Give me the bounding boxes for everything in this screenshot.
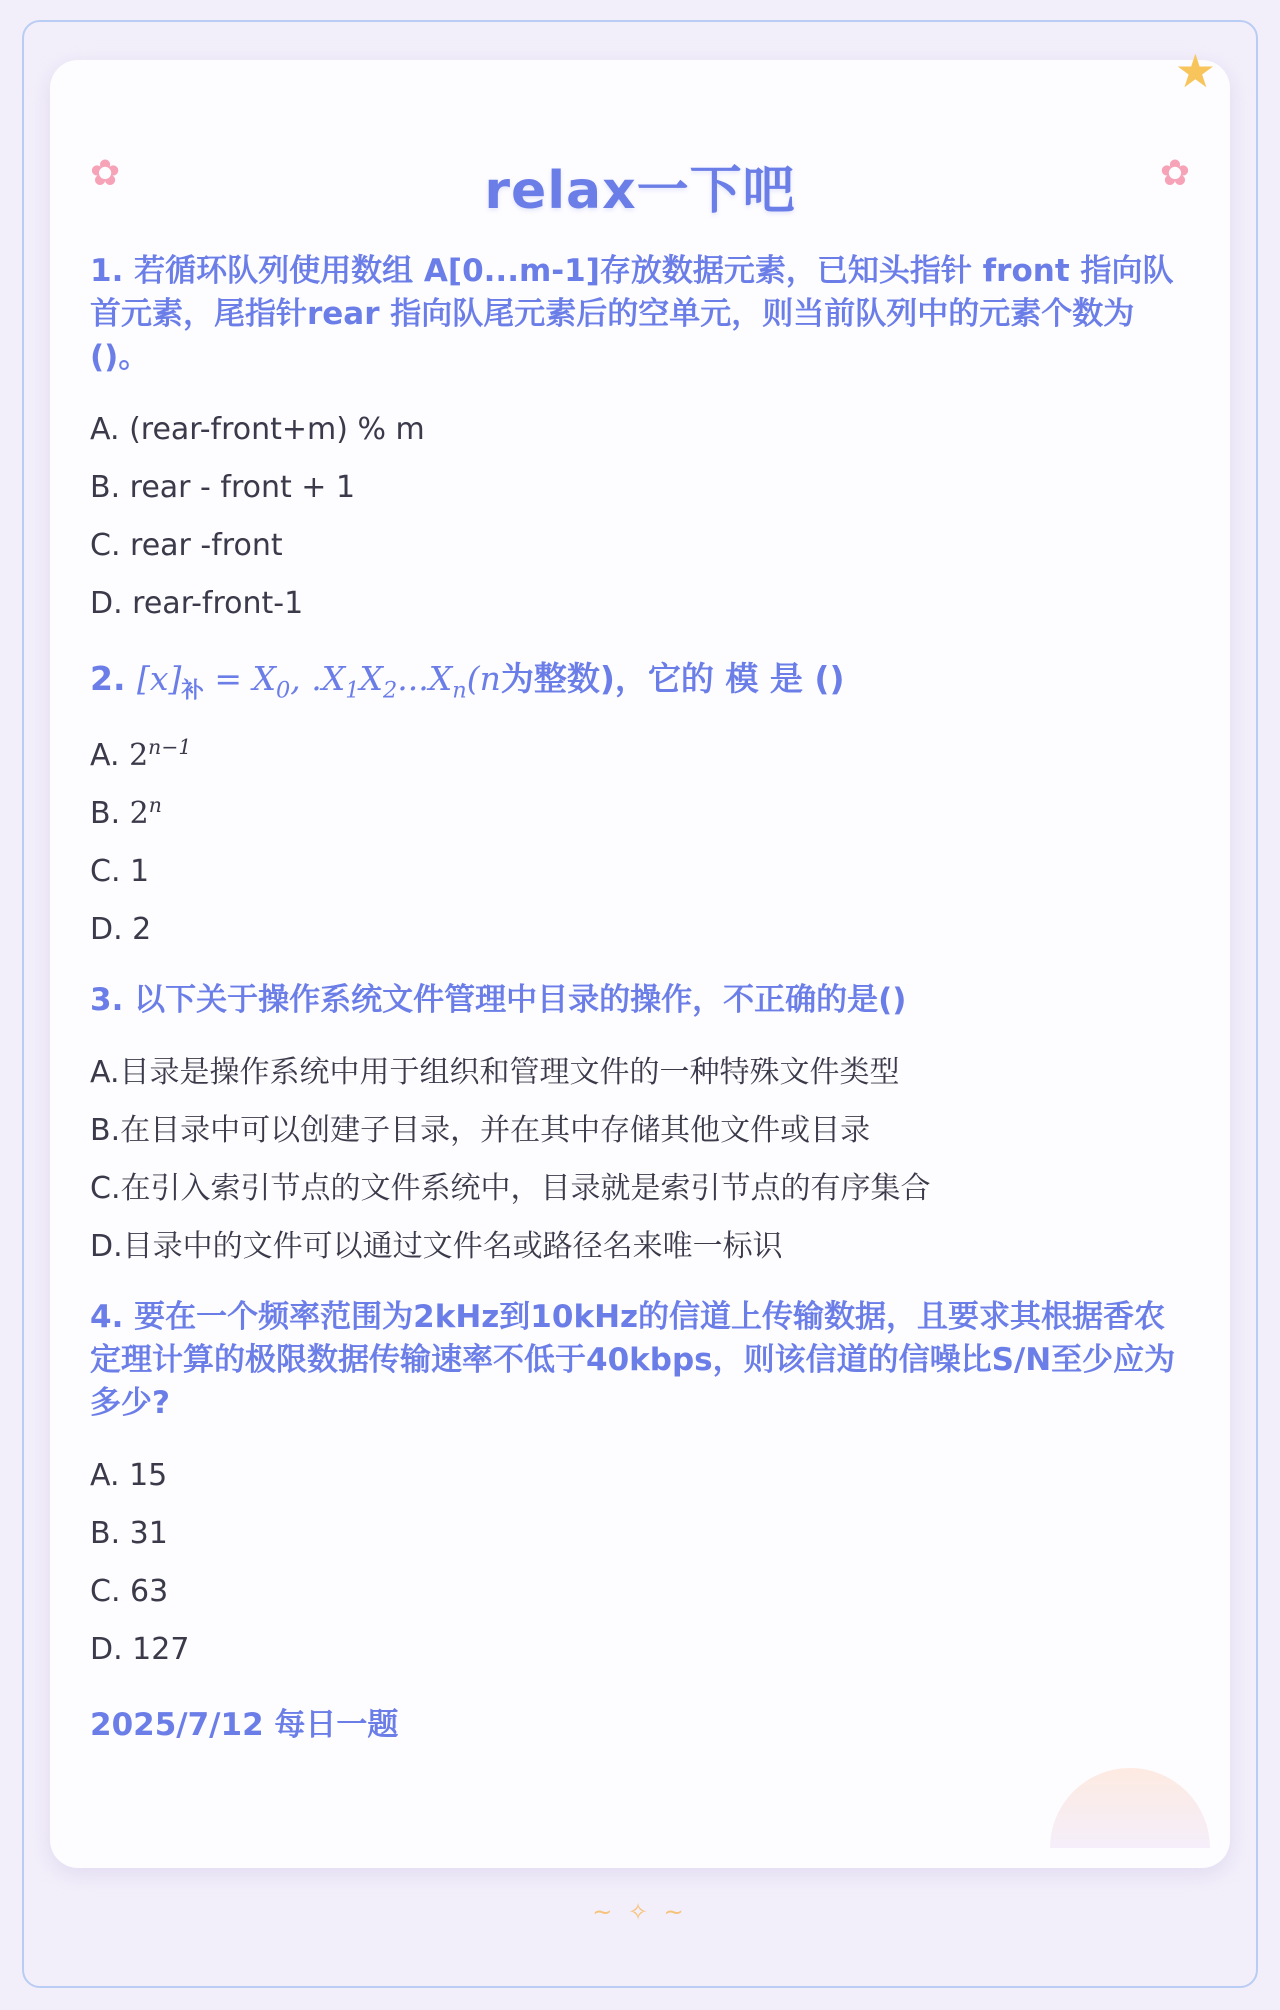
flower-icon: ✿	[1159, 153, 1190, 194]
option-b: B. rear - front + 1	[90, 470, 356, 505]
formula-sub: 2	[383, 677, 398, 704]
flower-icon: ✿	[90, 153, 121, 194]
option-a: A.目录是操作系统中用于组织和管理文件的一种特殊文件类型	[90, 1055, 900, 1090]
formula-sub: 0	[275, 677, 291, 704]
question-2-tail: )，它的 模 是 ()	[599, 659, 845, 698]
option-d: D. rear-front-1	[90, 586, 304, 621]
formula-sub: 1	[345, 677, 360, 704]
date-caption: 2025/7/12 每日一题	[90, 1707, 399, 1743]
question-2-number: 2.	[90, 659, 126, 698]
question-4-options	[90, 1447, 1190, 1679]
formula-part: (n	[466, 659, 501, 698]
option-b: B.在目录中可以创建子目录，并在其中存储其他文件或目录	[90, 1113, 871, 1148]
option-b	[90, 785, 1190, 843]
question-3-options	[90, 1044, 1190, 1276]
option-a	[90, 727, 1190, 785]
option-math	[129, 735, 192, 773]
option-a: A. 15	[90, 1458, 168, 1493]
option-c: C.在引入索引节点的文件系统中，目录就是索引节点的有序集合	[90, 1171, 931, 1206]
formula-text: 为整数	[500, 659, 600, 698]
option-c: C. 1	[90, 854, 150, 889]
question-3-text: 3. 以下关于操作系统文件管理中目录的操作，不正确的是()	[90, 982, 907, 1018]
power-base: 2	[129, 796, 149, 831]
question-1-text: 1. 若循环队列使用数组 A[0...m-1]存放数据元素，已知头指针 front 指向队首元素，尾指针rear 指向队尾元素后的空单元，则当前队列中的元素个数为()。	[90, 253, 1174, 375]
option-d: D.目录中的文件可以通过文件名或路径名来唯一标识	[90, 1229, 783, 1264]
question-1	[90, 250, 1190, 633]
option-c: C. 63	[90, 1574, 169, 1609]
formula-part: , .X	[290, 659, 346, 698]
question-card	[50, 44, 1230, 1868]
question-2	[90, 653, 1190, 959]
option-math	[129, 793, 162, 831]
power-base: 2	[129, 738, 149, 773]
power-exponent: n	[148, 793, 162, 817]
question-2-options	[90, 727, 1190, 959]
option-c: C. rear -front	[90, 528, 283, 563]
option-a: A. (rear-front+m) % m	[90, 412, 425, 447]
question-1-options	[90, 401, 1190, 633]
sun-decoration-icon	[1050, 1768, 1210, 1848]
question-2-text	[90, 653, 1190, 705]
formula-lhs: [x]	[137, 659, 182, 698]
star-icon: ★	[1174, 44, 1216, 98]
option-label: B.	[90, 796, 121, 831]
question-4	[90, 1296, 1190, 1679]
formula-eq: = X	[214, 659, 276, 698]
question-4-text: 4. 要在一个频率范围为2kHz到10kHz的信道上传输数据，且要求其根据香农定理计算的极限数据传输速率不低于40kbps，则该信道的信噪比S/N至少应为多少?	[90, 1299, 1176, 1421]
formula	[137, 659, 501, 704]
option-d: D. 2	[90, 912, 152, 947]
option-d: D. 127	[90, 1632, 190, 1667]
question-list	[90, 250, 1190, 1744]
option-b: B. 31	[90, 1516, 168, 1551]
option-label: A.	[90, 738, 120, 773]
formula-part: X	[359, 659, 383, 698]
footer-decoration: ~ ✧ ~	[592, 1898, 688, 1926]
formula-lhs-sub: 补	[181, 677, 204, 704]
formula-sub: n	[452, 677, 467, 704]
page-title: relax一下吧	[484, 161, 796, 221]
question-3	[90, 979, 1190, 1276]
formula-part: ...X	[397, 659, 453, 698]
power-exponent: n−1	[148, 735, 192, 759]
